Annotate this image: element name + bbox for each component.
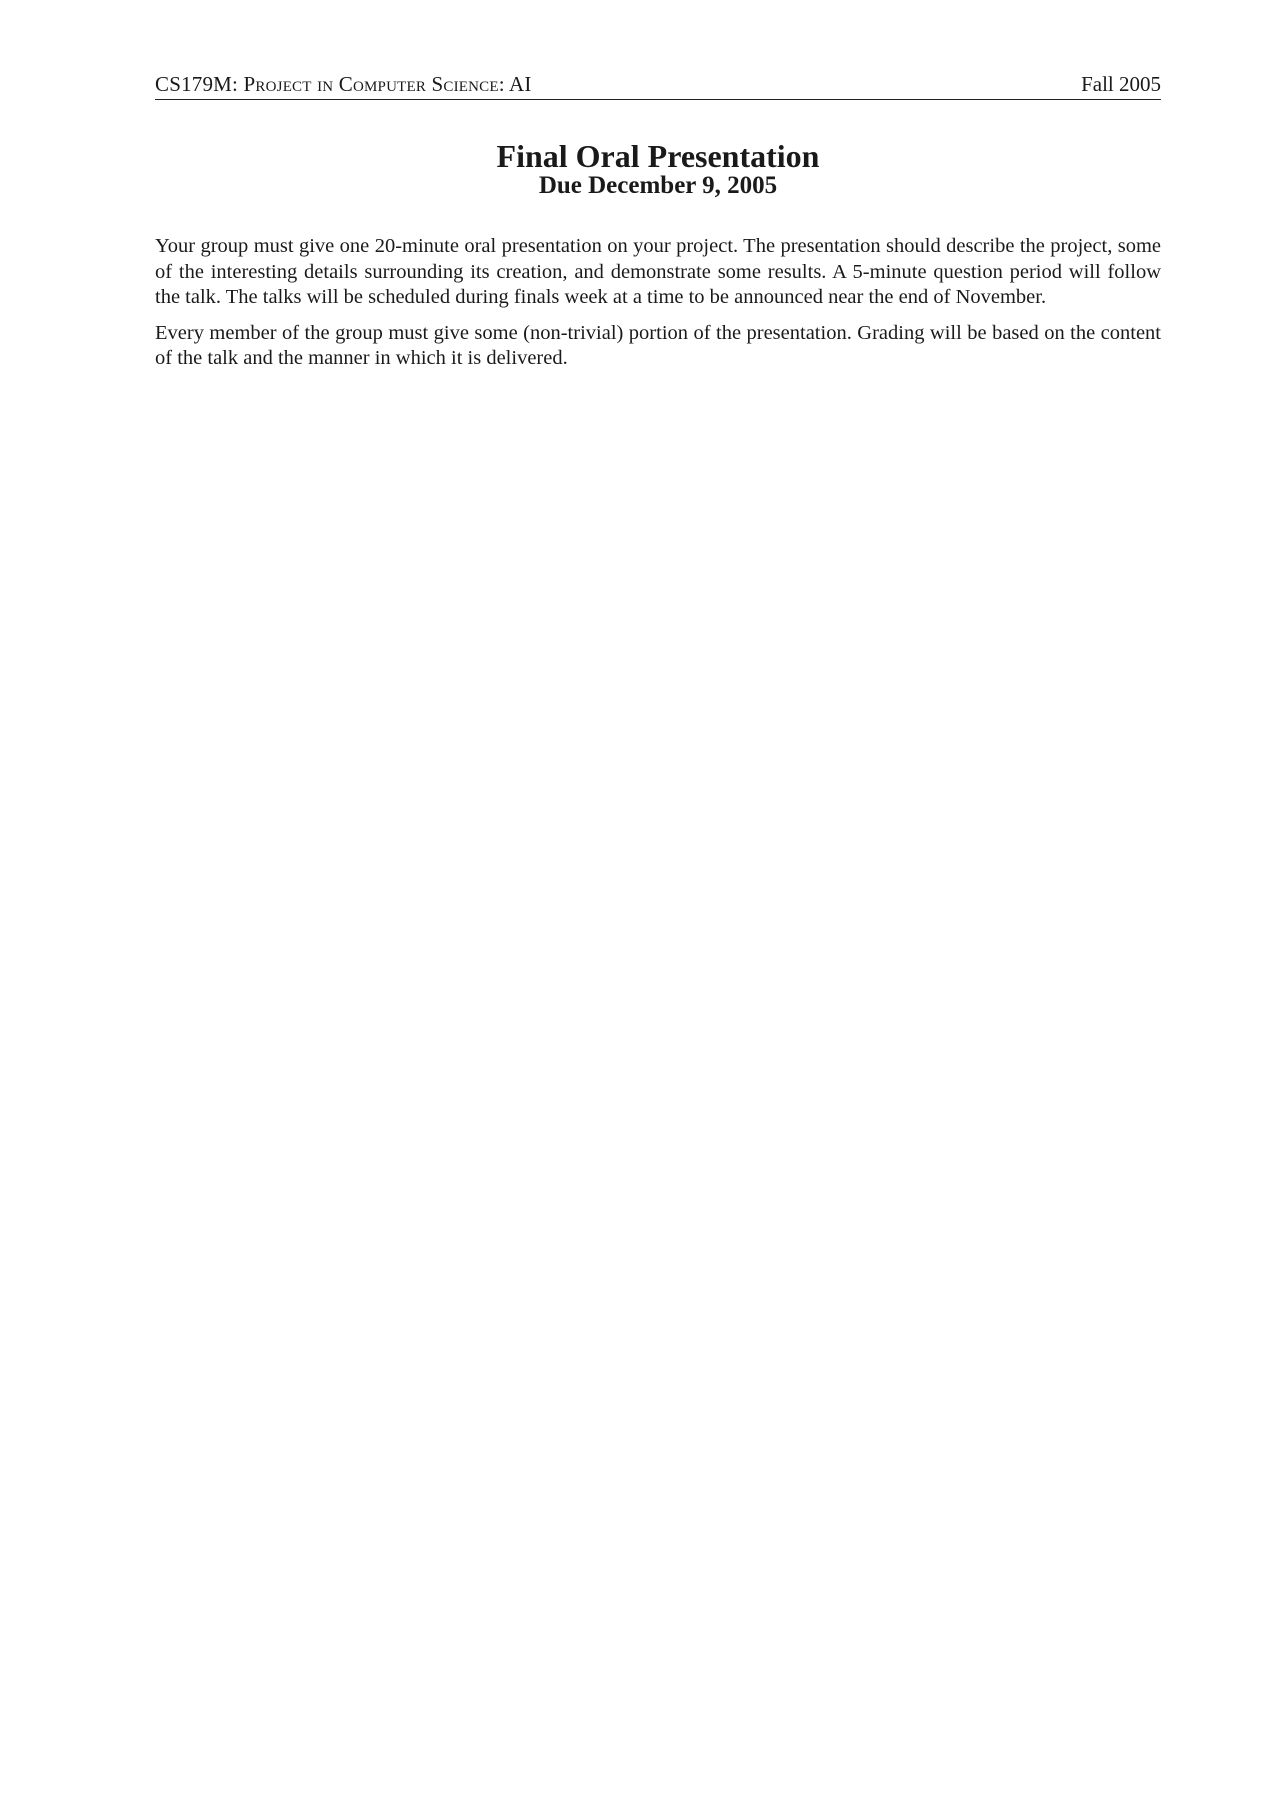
body-text xyxy=(155,234,1161,372)
running-header xyxy=(155,70,1161,100)
paragraph-1: Your group must give one 20-minute oral presentation on your project. The presentation should describe the project, some of the interesting details surrounding its creation, and demonstrate some results. A 5-minute question period will follow the talk. The talks will be scheduled during finals week at a time to be announced near the end of November. xyxy=(155,235,1161,308)
document-page xyxy=(155,70,1161,382)
term-label: Fall 2005 xyxy=(1081,72,1161,96)
title-block xyxy=(155,140,1161,200)
paragraph-2: Every member of the group must give some (non-trivial) portion of the presentation. Grading will be based on the content of the talk and the manner in which it is delivered. xyxy=(155,321,1161,369)
course-title: CS179M: Project in Computer Science: AI xyxy=(155,72,532,96)
due-date: Due December 9, 2005 xyxy=(538,172,778,199)
page-title: Final Oral Presentation xyxy=(496,138,820,174)
